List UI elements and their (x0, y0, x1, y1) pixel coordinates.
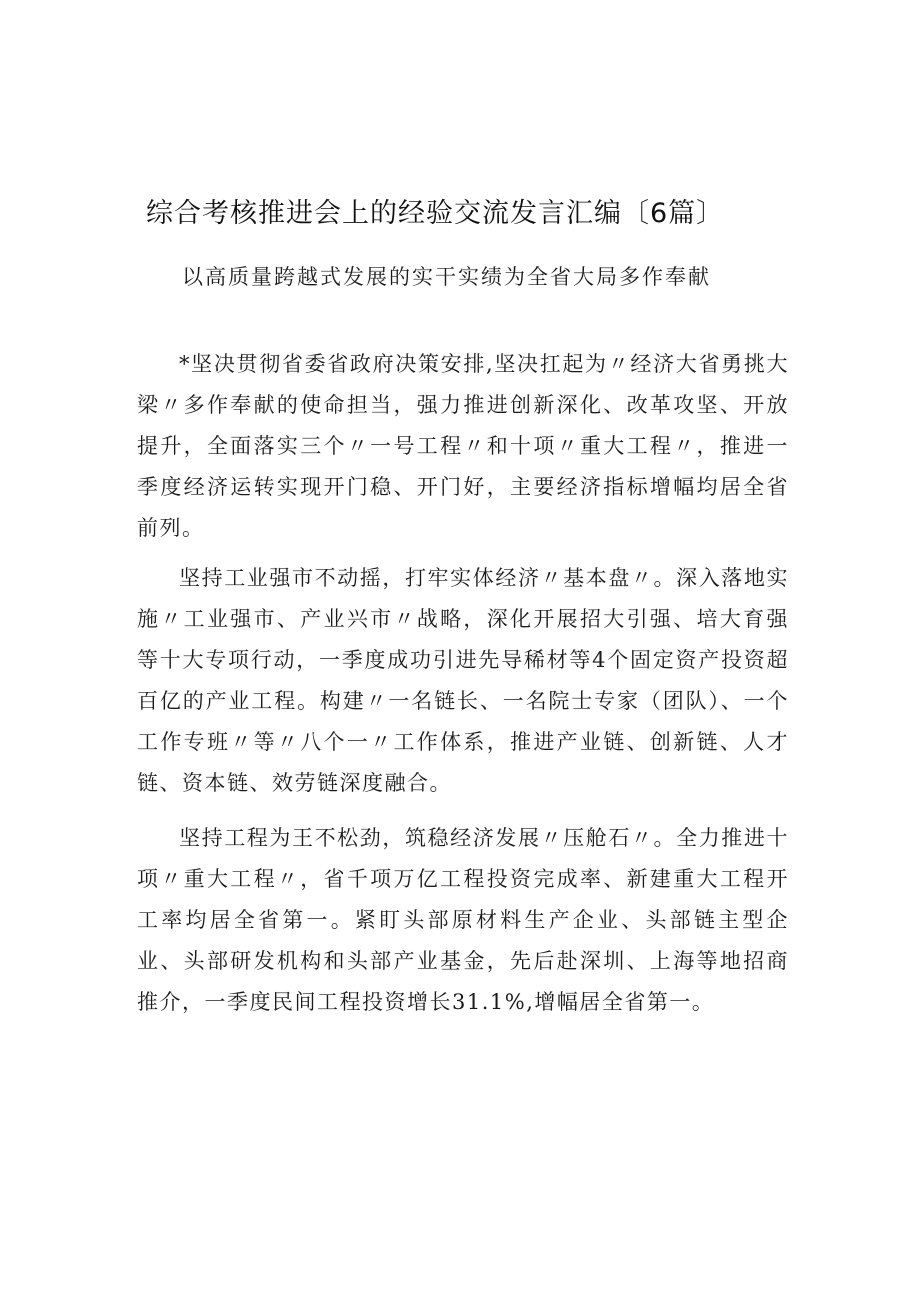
document-subtitle: 以高质量跨越式发展的实干实绩为全省大局多作奉献 (182, 265, 711, 289)
paragraph-3: 坚持工程为王不松劲，筑稳经济发展〃压舱石〃。全力推进十项〃重大工程〃，省千项万亿工程投资完成率、新建重大工程开工率均居全省第一。紧盯头部原材料生产企业、头部链主型企业、头部研发机构和头部产业基金，先后赴深圳、上海等地招商推介，一季度民间工程投资增长31.1%,增幅居全省第一。 (137, 826, 789, 1014)
paragraph-2: 坚持工业强市不动摇，打牢实体经济〃基本盘〃。深入落地实施〃工业强市、产业兴市〃战略，深化开展招大引强、培大育强等十大专项行动，一季度成功引进先导稀材等4个固定资产投资超百亿的产业工程。构建〃一名链长、一名院士专家（团队）、一个工作专班〃等〃八个一〃工作体系，推进产业链、创新链、人才链、资本链、效劳链深度融合。 (137, 566, 789, 795)
document-title: 综合考核推进会上的经验交流发言汇编〔6篇〕 (146, 198, 725, 229)
paragraph-1: *坚决贯彻省委省政府决策安排,坚决扛起为〃经济大省勇挑大梁〃多作奉献的使命担当，强力推进创新深化、改革攻坚、开放提升，全面落实三个〃一号工程〃和十项〃重大工程〃，推进一季度经济运转实现开门稳、开门好，主要经济指标增幅均居全省前列。 (137, 352, 789, 540)
